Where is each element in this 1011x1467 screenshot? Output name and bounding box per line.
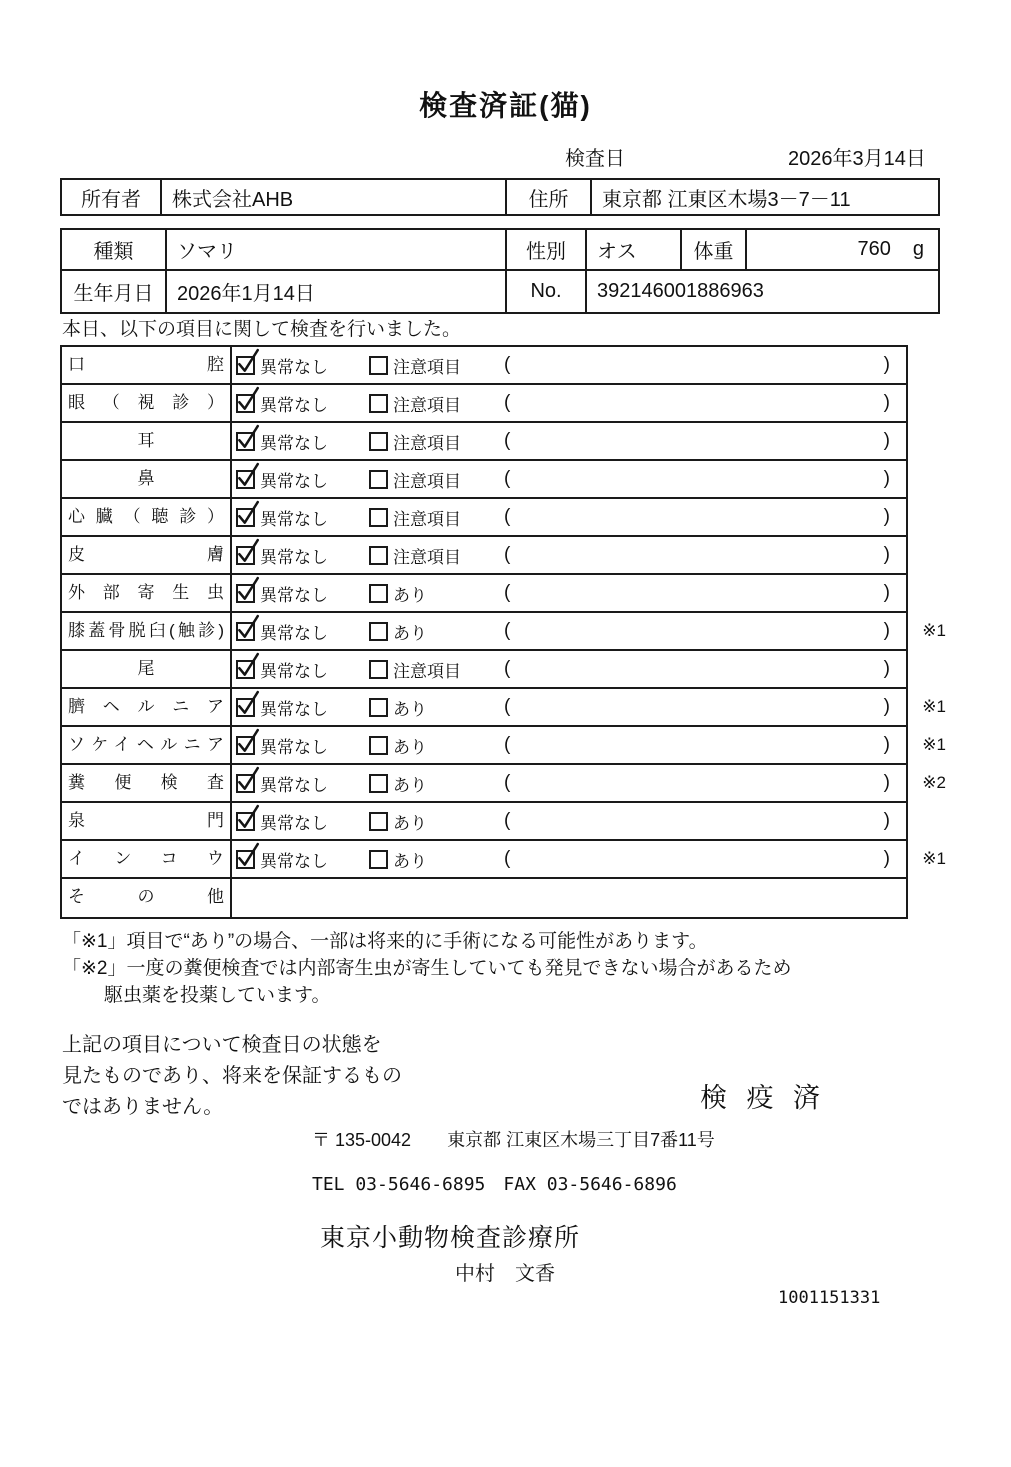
clinic-name: 東京小動物検査診療所 [320, 1224, 581, 1252]
exam-row-content [232, 651, 906, 687]
checkbox-label: 注意項目 [393, 433, 461, 453]
exam-table [60, 345, 946, 919]
checkbox-checked [236, 546, 255, 565]
birthdate-label: 生年月日 [62, 271, 167, 312]
checkbox-label: 異常なし [260, 623, 328, 643]
breed-label: 種類 [62, 230, 167, 269]
exam-item-label: 膝蓋骨脱臼(触診) [62, 613, 232, 649]
address-label: 住所 [507, 180, 592, 214]
exam-intro: 本日、以下の項目に関して検査を行いました。 [62, 319, 462, 340]
checkbox-label: 注意項目 [393, 509, 461, 529]
exam-row [62, 347, 906, 385]
checkbox-unchecked [369, 356, 388, 375]
checkbox-label: 注意項目 [393, 547, 461, 567]
checkbox-group [236, 429, 369, 454]
check-mark-icon [235, 576, 261, 604]
exam-row [62, 841, 946, 879]
checkbox-label: 異常なし [260, 509, 328, 529]
checkbox-checked [236, 850, 255, 869]
no-label: No. [507, 271, 587, 312]
check-mark-icon [235, 462, 261, 490]
owner-label: 所有者 [62, 180, 162, 214]
paren-open: ( [504, 468, 511, 489]
exam-row [62, 613, 946, 651]
footnote-ref: ※2 [922, 773, 946, 792]
exam-item-label: 糞便検査 [62, 765, 232, 801]
check-mark-icon [235, 424, 261, 452]
disclaimer-line-1: 上記の項目について検査日の状態を [62, 1034, 382, 1056]
exam-row [62, 461, 906, 499]
checkbox-group [236, 543, 369, 568]
exam-item-label: 皮膚 [62, 537, 232, 573]
exam-row-content [232, 841, 906, 877]
checkbox-checked [236, 508, 255, 527]
paren-close: ) [883, 354, 890, 375]
inspection-date-value: 2026年3月14日 [788, 148, 926, 170]
paren-open: ( [504, 544, 511, 565]
checkbox-group [369, 467, 504, 492]
checkbox-label: 異常なし [260, 357, 328, 377]
check-mark-icon [235, 386, 261, 414]
checkbox-group [236, 353, 369, 378]
owner-name: 株式会社AHB [162, 180, 507, 214]
check-mark-icon [235, 804, 261, 832]
checkbox-group [236, 733, 369, 758]
checkbox-label: あり [393, 737, 427, 757]
footnote-ref: ※1 [922, 697, 946, 716]
exam-row-content [232, 499, 906, 535]
checkbox-group [369, 581, 504, 606]
exam-item-label: 外部寄生虫 [62, 575, 232, 611]
checkbox-label: あり [393, 813, 427, 833]
exam-row-content [232, 347, 906, 383]
checkbox-unchecked [369, 622, 388, 641]
exam-row [62, 727, 946, 765]
checkbox-label: 異常なし [260, 699, 328, 719]
checkbox-unchecked [369, 546, 388, 565]
exam-item-label: 眼（視診） [62, 385, 232, 421]
exam-row-content [232, 765, 906, 801]
checkbox-group [369, 847, 504, 872]
paren-close: ) [883, 506, 890, 527]
checkbox-group [369, 505, 504, 530]
checkbox-unchecked [369, 850, 388, 869]
sex-value: オス [587, 230, 682, 269]
exam-row-content [232, 689, 906, 725]
exam-row-content [232, 537, 906, 573]
paren-close: ) [883, 772, 890, 793]
paren-close: ) [883, 468, 890, 489]
exam-row [62, 803, 906, 841]
checkbox-group [369, 771, 504, 796]
exam-row [62, 423, 906, 461]
weight-number: 760 [857, 238, 891, 260]
paren-open: ( [504, 354, 511, 375]
birthdate-value: 2026年1月14日 [167, 271, 507, 312]
exam-row-content [232, 613, 906, 649]
exam-row [62, 651, 906, 689]
weight-label: 体重 [682, 230, 747, 269]
checkbox-unchecked [369, 508, 388, 527]
no-value: 392146001886963 [597, 280, 764, 302]
exam-row-content [232, 461, 906, 497]
exam-item-label: 口腔 [62, 347, 232, 383]
clinic-postal-address: 〒 135-0042 東京都 江東区木場三丁目7番11号 [312, 1130, 715, 1150]
owner-table [60, 178, 940, 216]
footnote-ref: ※1 [922, 849, 946, 868]
paren-close: ) [883, 658, 890, 679]
checkbox-label: 異常なし [260, 851, 328, 871]
exam-row-content [232, 803, 906, 839]
paren-open: ( [504, 696, 511, 717]
footnote-1: 「※1」項目で“あり”の場合、一部は将来的に手術になる可能性があります。 [62, 931, 708, 952]
inspection-date-label: 検査日 [565, 148, 625, 170]
page-title: 検査済証(猫) [419, 90, 592, 121]
exam-row [62, 879, 906, 917]
checkbox-checked [236, 736, 255, 755]
check-mark-icon [235, 842, 261, 870]
checkbox-group [236, 695, 369, 720]
checkbox-group [369, 619, 504, 644]
checkbox-label: 異常なし [260, 737, 328, 757]
paren-open: ( [504, 772, 511, 793]
disclaimer [62, 1030, 402, 1123]
checkbox-group [369, 543, 504, 568]
disclaimer-line-2: 見たものであり、将来を保証するもの [62, 1065, 402, 1087]
exam-row-content [232, 727, 906, 763]
weight-unit: g [912, 238, 924, 260]
footnote-2-cont: 駆虫薬を投薬しています。 [104, 985, 331, 1006]
checkbox-group [369, 809, 504, 834]
checkbox-group [236, 847, 369, 872]
paren-open: ( [504, 506, 511, 527]
paren-close: ) [883, 392, 890, 413]
paren-close: ) [883, 544, 890, 565]
paren-close: ) [883, 582, 890, 603]
checkbox-group [236, 771, 369, 796]
checkbox-unchecked [369, 584, 388, 603]
address-value: 東京都 江東区木場3－7－11 [602, 188, 851, 211]
weight-value [747, 230, 938, 269]
paren-open: ( [504, 810, 511, 831]
disclaimer-line-3: ではありません。 [62, 1096, 224, 1118]
exam-item-label: 泉門 [62, 803, 232, 839]
exam-item-label: 耳 [62, 423, 232, 459]
check-mark-icon [235, 728, 261, 756]
footnote-ref: ※1 [922, 735, 946, 754]
exam-row [62, 385, 906, 423]
sex-label: 性別 [507, 230, 587, 269]
checkbox-checked [236, 812, 255, 831]
checkbox-label: 異常なし [260, 395, 328, 415]
checkbox-group [369, 733, 504, 758]
checkbox-label: 異常なし [260, 585, 328, 605]
check-mark-icon [235, 348, 261, 376]
checkbox-checked [236, 432, 255, 451]
checkbox-group [236, 391, 369, 416]
exam-row [62, 765, 946, 803]
paren-open: ( [504, 392, 511, 413]
checkbox-label: あり [393, 623, 427, 643]
checkbox-group [369, 353, 504, 378]
exam-item-label: 尾 [62, 651, 232, 687]
checkbox-group [236, 467, 369, 492]
exam-row-content [232, 423, 906, 459]
paren-close: ) [883, 848, 890, 869]
checkbox-label: 注意項目 [393, 357, 461, 377]
paren-open: ( [504, 848, 511, 869]
checkbox-unchecked [369, 698, 388, 717]
checkbox-unchecked [369, 774, 388, 793]
paren-open: ( [504, 620, 511, 641]
exam-row [62, 537, 906, 575]
paren-close: ) [883, 810, 890, 831]
checkbox-label: 注意項目 [393, 471, 461, 491]
checkbox-unchecked [369, 736, 388, 755]
pet-table [60, 228, 940, 314]
checkbox-group [236, 505, 369, 530]
checkbox-checked [236, 584, 255, 603]
check-mark-icon [235, 652, 261, 680]
checkbox-group [369, 391, 504, 416]
checkbox-group [236, 581, 369, 606]
check-mark-icon [235, 500, 261, 528]
paren-open: ( [504, 658, 511, 679]
checkbox-unchecked [369, 470, 388, 489]
paren-close: ) [883, 620, 890, 641]
checkbox-label: 異常なし [260, 471, 328, 491]
checkbox-unchecked [369, 812, 388, 831]
checkbox-checked [236, 660, 255, 679]
checkbox-label: 異常なし [260, 433, 328, 453]
checkbox-label: 異常なし [260, 813, 328, 833]
checkbox-checked [236, 356, 255, 375]
check-mark-icon [235, 614, 261, 642]
checkbox-checked [236, 394, 255, 413]
exam-item-label: 鼻 [62, 461, 232, 497]
checkbox-unchecked [369, 660, 388, 679]
checkbox-label: 異常なし [260, 775, 328, 795]
checkbox-checked [236, 698, 255, 717]
quarantine-passed-stamp: 検 疫 済 [700, 1083, 827, 1113]
exam-row-content [232, 879, 906, 917]
checkbox-unchecked [369, 432, 388, 451]
paren-open: ( [504, 734, 511, 755]
checkbox-group [236, 809, 369, 834]
paren-close: ) [883, 734, 890, 755]
exam-item-label: 心臓（聴診） [62, 499, 232, 535]
exam-item-label: その他 [62, 879, 232, 917]
breed-value: ソマリ [167, 230, 507, 269]
clinic-tel-fax: TEL 03-5646-6895 FAX 03-5646-6896 [312, 1174, 677, 1195]
exam-row-content [232, 575, 906, 611]
paren-open: ( [504, 430, 511, 451]
exam-item-label: ソケイヘルニア [62, 727, 232, 763]
checkbox-checked [236, 622, 255, 641]
checkbox-label: あり [393, 775, 427, 795]
footnote-2: 「※2」一度の糞便検査では内部寄生虫が寄生していても発見できない場合があるため [62, 958, 792, 979]
veterinarian-name: 中村 文香 [455, 1263, 555, 1285]
checkbox-label: あり [393, 851, 427, 871]
checkbox-label: あり [393, 699, 427, 719]
exam-row [62, 499, 906, 537]
checkbox-checked [236, 470, 255, 489]
paren-open: ( [504, 582, 511, 603]
serial-number: 1001151331 [778, 1288, 881, 1308]
checkbox-group [236, 657, 369, 682]
exam-row-content [232, 385, 906, 421]
checkbox-group [369, 429, 504, 454]
checkbox-group [369, 695, 504, 720]
check-mark-icon [235, 538, 261, 566]
footnote-ref: ※1 [922, 621, 946, 640]
checkbox-checked [236, 774, 255, 793]
exam-item-label: インコウ [62, 841, 232, 877]
checkbox-label: 注意項目 [393, 395, 461, 415]
checkbox-label: あり [393, 585, 427, 605]
checkbox-group [236, 619, 369, 644]
checkbox-label: 異常なし [260, 661, 328, 681]
checkbox-label: 異常なし [260, 547, 328, 567]
paren-close: ) [883, 430, 890, 451]
exam-item-label: 臍ヘルニア [62, 689, 232, 725]
exam-row [62, 575, 906, 613]
check-mark-icon [235, 690, 261, 718]
check-mark-icon [235, 766, 261, 794]
checkbox-unchecked [369, 394, 388, 413]
footnotes [62, 928, 792, 1009]
checkbox-group [369, 657, 504, 682]
exam-row [62, 689, 946, 727]
paren-close: ) [883, 696, 890, 717]
checkbox-label: 注意項目 [393, 661, 461, 681]
